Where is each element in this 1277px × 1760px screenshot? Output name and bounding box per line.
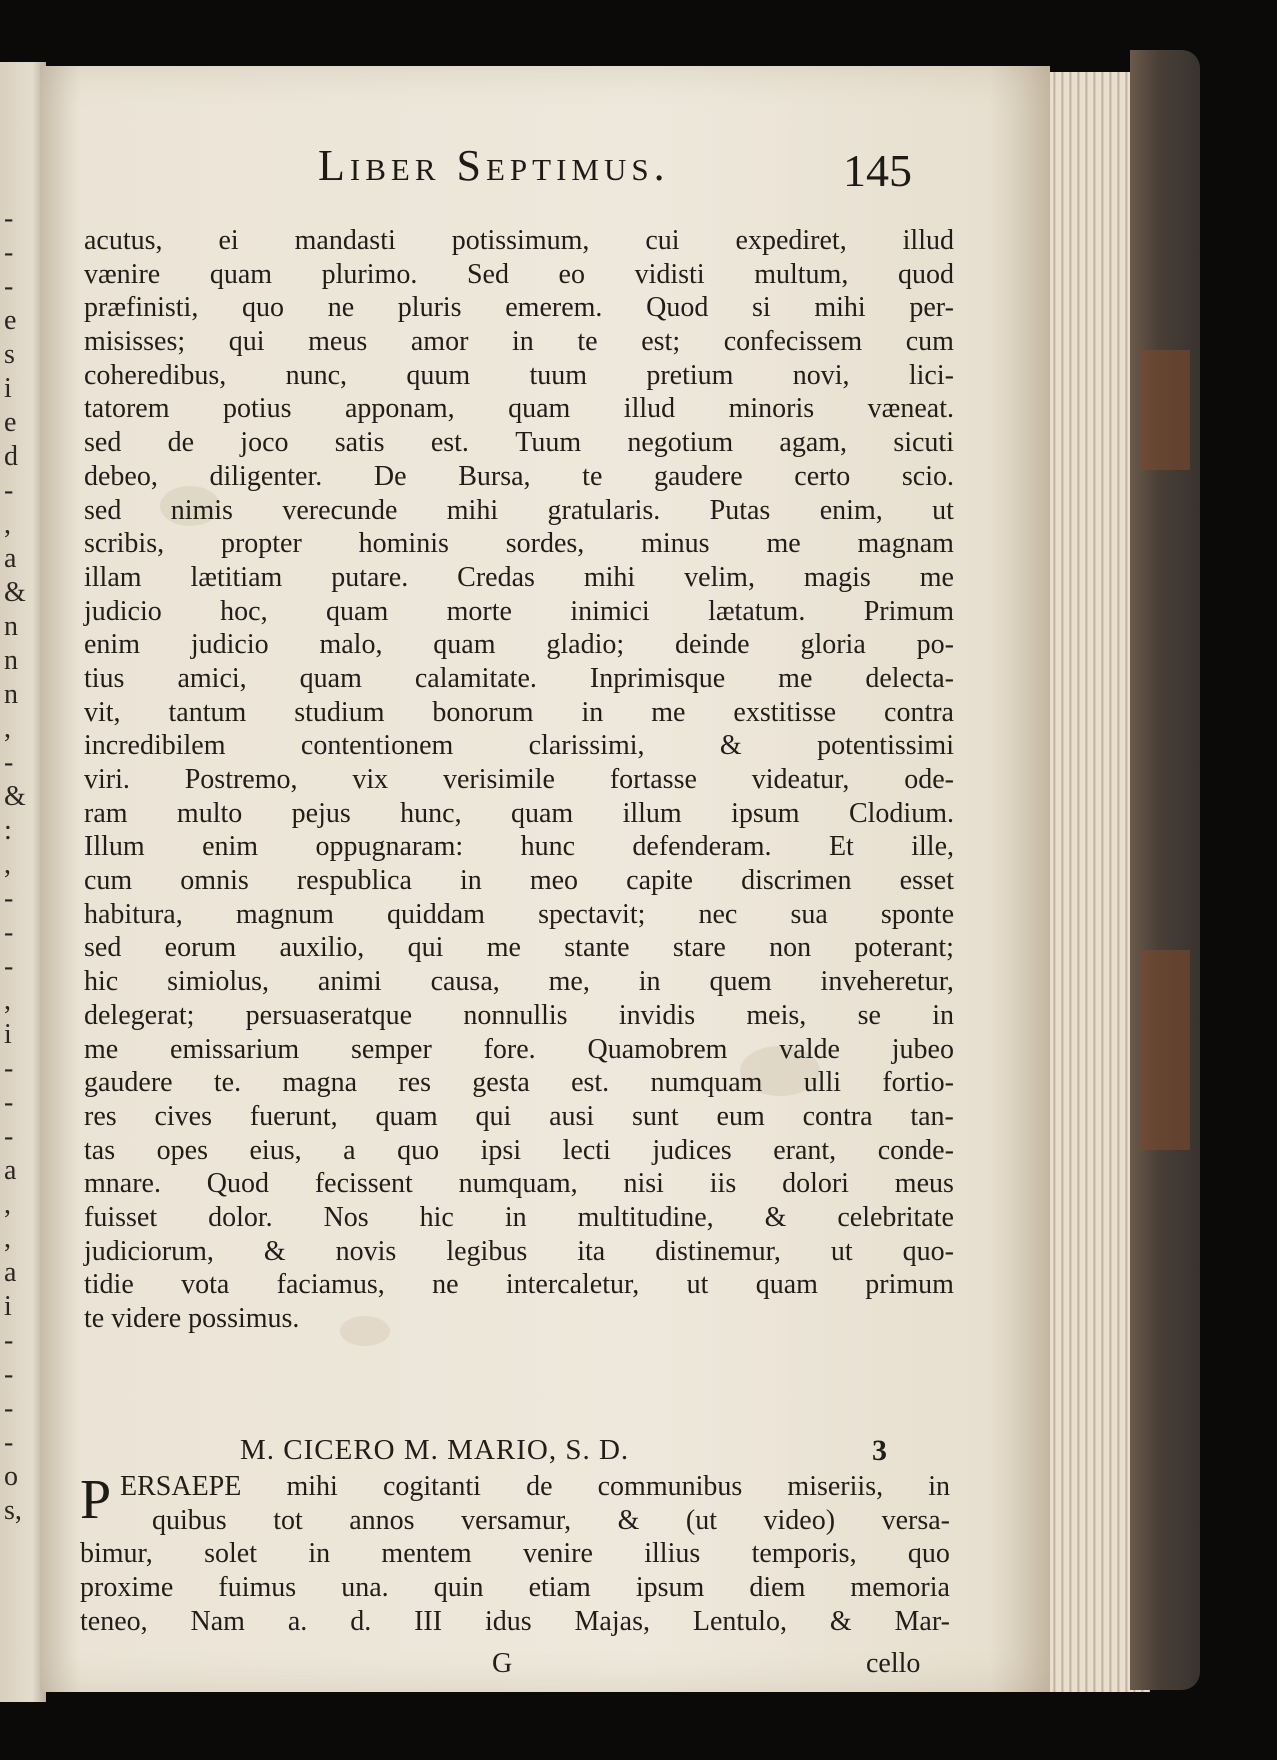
text-line: te videre possimus. — [84, 1303, 300, 1334]
text-line: præfinisti, quo ne pluris emerem. Quod si mihi per- — [84, 292, 954, 324]
text-line: scribis, propter hominis sordes, minus me magnam — [84, 528, 954, 560]
facing-page-fragment: - — [4, 917, 14, 948]
facing-page-fragment: e — [4, 407, 17, 438]
facing-page-fragment: - — [4, 1121, 14, 1152]
facing-page-fragment: - — [4, 883, 14, 914]
facing-page-fragment: , — [4, 849, 11, 880]
facing-page-fragment: , — [4, 985, 11, 1016]
page-header — [40, 140, 1050, 200]
letter-number: 3 — [872, 1434, 887, 1467]
facing-page-fragment: - — [4, 1427, 14, 1458]
text-line: sed de joco satis est. Tuum negotium agam, sicuti — [84, 427, 954, 459]
facing-page-fragment: i — [4, 1019, 12, 1050]
catchword: cello — [866, 1648, 921, 1679]
text-line: sed eorum auxilio, qui me stante stare non poterant; — [84, 932, 954, 964]
book-page — [40, 66, 1050, 1692]
text-line: enim judicio malo, quam gladio; deinde gloria po- — [84, 629, 954, 661]
page-number: 145 — [843, 145, 912, 196]
text-line: res cives fuerunt, quam qui ausi sunt eum contra tan- — [84, 1100, 954, 1132]
drop-cap: P — [80, 1469, 112, 1531]
facing-page-fragment: - — [4, 951, 14, 982]
text-line: mnare. Quod fecissent numquam, nisi iis dolori meus — [84, 1168, 954, 1200]
facing-page-fragment: s — [4, 339, 15, 370]
letter-text-continued — [84, 224, 954, 1336]
facing-page-fragment: & — [4, 781, 26, 812]
facing-page-fragment: , — [4, 509, 11, 540]
facing-page-fragment: - — [4, 203, 14, 234]
text-line: vænire quam plurimo. Sed eo vidisti multum, quod — [84, 258, 954, 290]
facing-page-fragment: a — [4, 1257, 17, 1288]
text-line: viri. Postremo, vix verisimile fortasse videatur, ode- — [84, 764, 954, 795]
text-line: ram multo pejus hunc, quam illum ipsum Clodium. — [84, 797, 954, 829]
facing-page-fragment: , — [4, 1223, 11, 1254]
text-line: tius amici, quam calamitate. Inprimisque me delecta- — [84, 662, 954, 694]
text-line: coheredibus, nunc, quum tuum pretium novi, lici- — [84, 359, 954, 391]
text-line: cum omnis respublica in meo capite discrimen esset — [84, 865, 954, 897]
facing-page-fragment: , — [4, 1189, 11, 1220]
facing-page-fragment: - — [4, 1325, 14, 1356]
text-line: sed nimis verecunde mihi gratularis. Putas enim, ut — [84, 494, 954, 526]
facing-page-fragment: , — [4, 713, 11, 744]
text-line: hic simiolus, animi causa, me, in quem inveheretur, — [84, 966, 954, 998]
text-line: tidie vota faciamus, ne intercaletur, ut quam primum — [84, 1269, 954, 1301]
text-line: fuisset dolor. Nos hic in multitudine, & celebritate — [84, 1201, 954, 1233]
facing-page-fragment: - — [4, 237, 14, 268]
letter-line: ERSAEPE mihi cogitanti de communibus miseriis, in — [120, 1471, 950, 1502]
facing-page-fragment: o — [4, 1461, 18, 1492]
facing-page-fragment: - — [4, 271, 14, 302]
text-line: delegerat; persuaseratque nonnullis invidis meis, se in — [84, 999, 954, 1031]
facing-page-fragment: i — [4, 373, 12, 404]
text-line: debeo, diligenter. De Bursa, te gaudere certo scio. — [84, 460, 954, 492]
text-line: tatorem potius apponam, quam illud minoris væneat. — [84, 393, 954, 425]
facing-page-fragment: e — [4, 305, 17, 336]
letter-heading: M. CICERO M. MARIO, S. D. — [240, 1434, 630, 1466]
text-line: Illum enim oppugnaram: hunc defenderam. Et ille, — [84, 831, 954, 863]
text-line: incredibilem contentionem clarissimi, & potentissimi — [84, 730, 954, 762]
text-line: acutus, ei mandasti potissimum, cui expediret, illud — [84, 225, 954, 256]
facing-page-fragment: n — [4, 679, 18, 710]
text-line: tas opes eius, a quo ipsi lecti judices erant, conde- — [84, 1134, 954, 1166]
facing-page-fragment: s, — [4, 1495, 22, 1526]
facing-page-fragment: - — [4, 475, 14, 506]
text-line: illam lætitiam putare. Credas mihi velim, magis me — [84, 561, 954, 593]
facing-page-fragment: n — [4, 611, 18, 642]
facing-page-fragment: d — [4, 441, 18, 472]
text-line: judiciorum, & novis legibus ita distinemur, ut quo- — [84, 1235, 954, 1267]
facing-page-fragment: - — [4, 1393, 14, 1424]
facing-page-fragment: - — [4, 1359, 14, 1390]
text-line: gaudere te. magna res gesta est. numquam ulli fortio- — [84, 1067, 954, 1099]
facing-page-fragment: - — [4, 1087, 14, 1118]
text-line: misisses; qui meus amor in te est; confecissem cum — [84, 326, 954, 358]
text-line: habitura, magnum quiddam spectavit; nec sua sponte — [84, 898, 954, 930]
signature-mark: G — [492, 1648, 513, 1679]
book-cover — [1130, 50, 1200, 1690]
text-line: me emissarium semper fore. Quamobrem valde jubeo — [84, 1033, 954, 1065]
facing-page-fragment: - — [4, 747, 14, 778]
facing-page-fragment: & — [4, 577, 26, 608]
running-head: Liber Septimus. — [318, 141, 670, 190]
letter-line: proxime fuimus una. quin etiam ipsum diem memoria — [80, 1572, 950, 1604]
facing-page-fragment: : — [4, 815, 12, 846]
letter-text — [80, 1470, 950, 1638]
text-line: vit, tantum studium bonorum in me exstitisse contra — [84, 696, 954, 728]
facing-page-fragment: i — [4, 1291, 12, 1322]
letter-line: quibus tot annos versamur, & (ut video) versa- — [152, 1504, 950, 1536]
facing-page-fragment: a — [4, 543, 17, 574]
facing-page-fragment: a — [4, 1155, 17, 1186]
letter-line: teneo, Nam a. d. III idus Majas, Lentulo, & Mar- — [80, 1605, 950, 1637]
facing-page-fragment: n — [4, 645, 18, 676]
letter-line: bimur, solet in mentem venire illius temporis, quo — [80, 1538, 950, 1570]
text-line: judicio hoc, quam morte inimici lætatum. Primum — [84, 595, 954, 627]
facing-page-fragment: - — [4, 1053, 14, 1084]
